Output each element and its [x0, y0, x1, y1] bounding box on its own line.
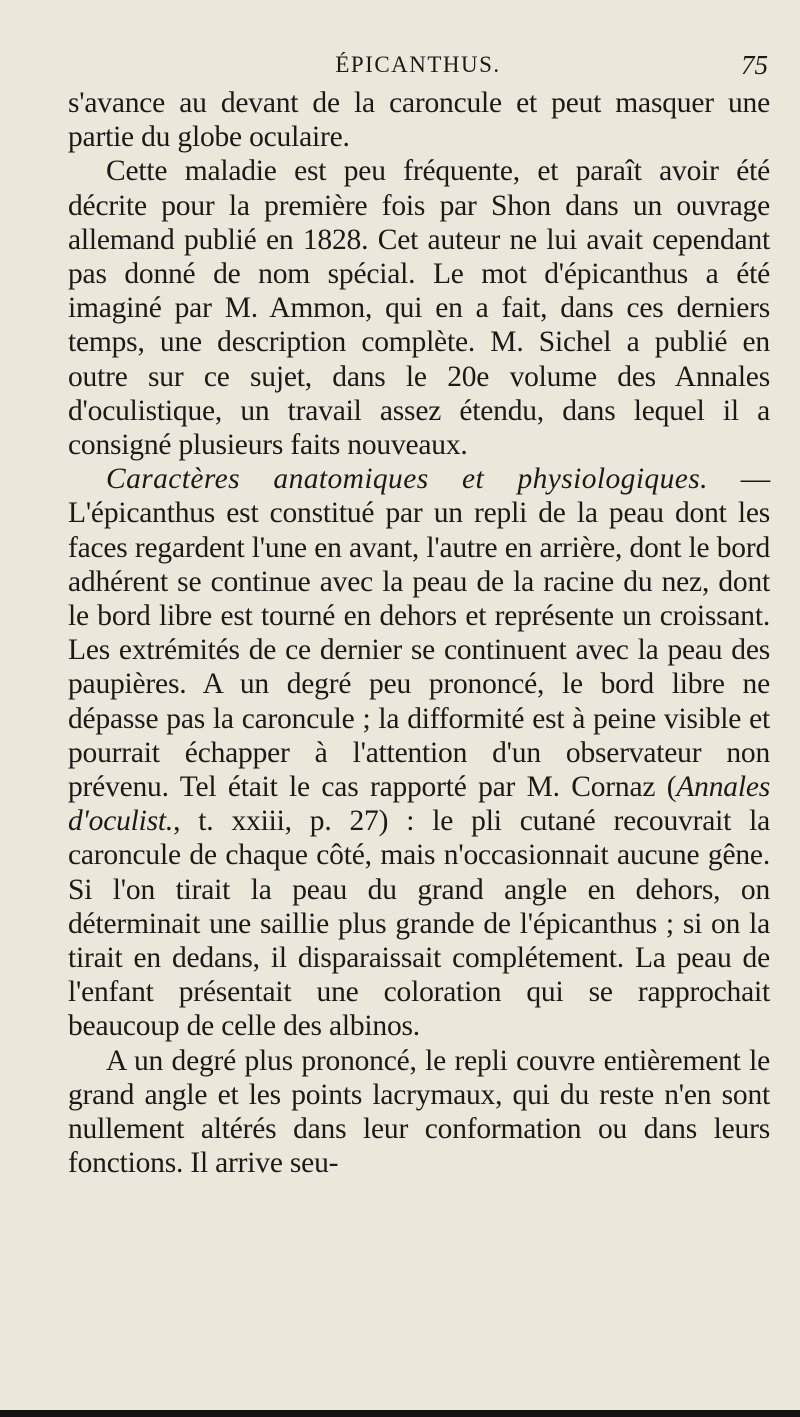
paragraph-advanced-degree: A un degré plus prononcé, le repli couvre entièrement le grand angle et les points lacrymaux, qui du reste n'en sont nullement altérés dans leur conformation ou dans leurs fonctions. Il arrive seu-	[68, 1044, 770, 1180]
section-heading: Caractères anatomiques et physiologiques.	[106, 463, 708, 496]
body-text	[68, 86, 770, 1181]
paragraph-history: Cette maladie est peu fréquente, et paraît avoir été décrite pour la première fois par Shon dans un ouvrage allemand publié en 1828. Cet auteur ne lui avait cependant pas donné de nom spécial. Le mot d'épicanthus a été imaginé par M. Ammon, qui en a fait, dans ces derniers temps, une description complète. M. Sichel a publié en outre sur ce sujet, dans le 20e volume des Annales d'oculistique, un travail assez étendu, dans lequel il a consigné plusieurs faits nouveaux.	[68, 155, 770, 462]
bottom-edge-shadow	[0, 1410, 800, 1417]
paragraph-anatomy-text-2: , t. xxiii, p. 27) : le pli cutané recouvrait la caroncule de chaque côté, mais n'occasionnait aucune gêne. Si l'on tirait la peau du grand angle en dehors, on déterminait une saillie plus grande de l'épicanthus ; si on la tirait en dedans, il disparaissait complétement. La peau de l'enfant présentait une coloration qui se rapprochait beaucoup de celle des albinos.	[68, 805, 770, 1043]
paragraph-anatomy-text-1: — L'épicanthus est constitué par un repli de la peau dont les faces regardent l'une en avant, l'autre en arrière, dont le bord adhérent se continue avec la peau de la racine du nez, dont le bord libre est tourné en dehors et représente un croissant. Les extrémités de ce dernier se continuent avec la peau des paupières. A un degré peu prononcé, le bord libre ne dépasse pas la caroncule ; la difformité est à peine visible et pourrait échapper à l'attention d'un observateur non prévenu. Tel était le cas rapporté par M. Cornaz (	[68, 463, 770, 804]
citation-title: Annales d'oculist.	[68, 771, 770, 838]
paragraph-continuation: s'avance au devant de la caroncule et peut masquer une partie du globe oculaire.	[68, 87, 770, 154]
paragraph-anatomy	[68, 462, 770, 1043]
running-title: ÉPICANTHUS.	[335, 52, 501, 77]
running-head	[68, 50, 768, 82]
page-number: 75	[741, 50, 768, 80]
